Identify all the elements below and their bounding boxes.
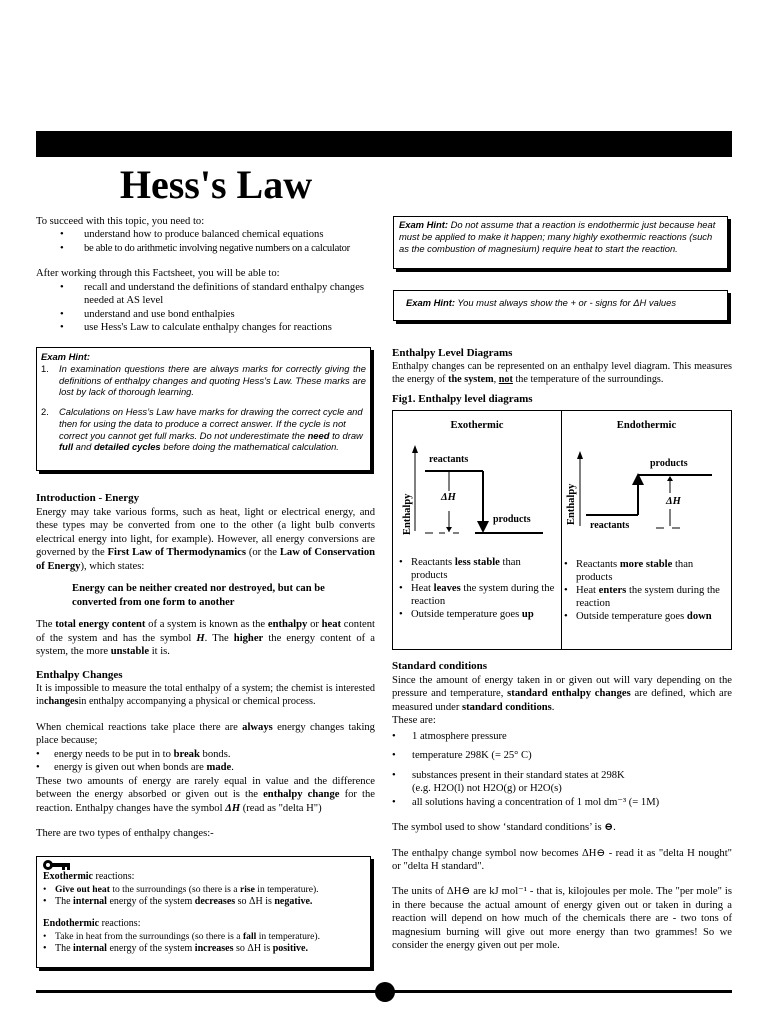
text: energy needs to be put in to <box>54 748 171 760</box>
list-item <box>399 557 555 583</box>
standard-section <box>392 660 732 953</box>
text: it is. <box>151 646 170 658</box>
emphasis: rise <box>239 883 255 895</box>
list-item <box>43 884 366 896</box>
list-item: • recall and understand the definitions of standard enthalpy changes needed at AS level <box>60 281 381 308</box>
text: Heat <box>576 584 596 596</box>
text: Outside temperature goes <box>576 610 685 622</box>
changes-paragraph-2 <box>36 721 375 748</box>
emphasis: standard enthalpy changes <box>507 688 631 700</box>
emphasis: internal <box>73 942 107 954</box>
need-list <box>60 228 381 255</box>
text: energy changes taking place because; <box>36 721 375 747</box>
text: Take in heat from the surroundings (so there is a <box>55 930 241 942</box>
emphasis: heat <box>321 619 342 631</box>
text: energy of the system <box>109 942 193 954</box>
list-item: • temperature 298K (= 25° C) <box>392 749 732 762</box>
hint-number: 1. <box>41 362 49 374</box>
change-paragraph: The enthalpy change symbol now becomes ΔH⊖ - read it as "delta H nought" or "delta H standard". <box>392 847 732 872</box>
figure-caption: Fig1. Enthalpy level diagrams <box>392 392 533 405</box>
exo-bottom-label: products <box>493 514 531 525</box>
list-item: • 1 atmosphere pressure <box>392 730 732 743</box>
standard-paragraph <box>392 674 732 714</box>
text: in enthalpy accompanying a physical or chemical process. <box>78 695 316 707</box>
these-are: These are: <box>392 715 436 727</box>
list-item: • use Hess's Law to calculate enthalpy changes for reactions <box>60 321 381 334</box>
text: The <box>36 619 53 631</box>
text: ), which states: <box>80 560 145 572</box>
text: The symbol used to show ‘standard conditions’ is <box>392 822 602 834</box>
list-item <box>564 585 727 611</box>
hint-item-2 <box>41 406 366 453</box>
endo-top-label: products <box>650 458 688 469</box>
level-section <box>392 347 732 407</box>
symbol-paragraph <box>392 821 732 834</box>
list-item <box>564 611 727 624</box>
page-title: Hess's Law <box>119 162 313 207</box>
emphasis: up <box>521 608 534 620</box>
changes-paragraph <box>36 683 375 709</box>
emphasis: always <box>242 721 273 733</box>
list-item <box>564 559 727 585</box>
emphasis: increases <box>194 942 234 954</box>
text: to the surroundings (so there is a <box>112 883 238 895</box>
exo-title: Exothermic <box>450 420 504 431</box>
endo-title: Endothermic <box>616 420 677 431</box>
text: so ΔH is <box>236 942 271 954</box>
text: are defined, which are measured under <box>392 688 732 713</box>
emphasis: higher <box>233 632 264 644</box>
exam-hint-right-2 <box>393 290 728 321</box>
emphasis: enthalpy change <box>263 789 340 801</box>
law-statement: Energy can be neither created nor destroyed, but can be converted from one form to another <box>72 583 325 608</box>
text: energy of the system <box>109 896 193 908</box>
text: the temperature of the surroundings. <box>515 373 664 385</box>
hint-emphasis: full <box>59 441 74 453</box>
exo-dh-label: ΔH <box>441 492 456 503</box>
text: Reactants <box>576 559 618 570</box>
hint-text-part: to draw <box>332 429 363 441</box>
hint-text: In examination questions there are always marks for correctly giving the definitions of enthalpy changes and quoting Hess’s Law. These marks are lost by lack of thorough learning. <box>59 362 366 398</box>
emphasis: down <box>686 610 712 622</box>
endo-axis-label: Enthalpy <box>566 483 577 525</box>
text: than products <box>411 557 521 581</box>
text: Enthalpy changes can be represented on an enthalpy level diagram. This measures the energy of <box>392 360 732 385</box>
list-item-example: (e.g. H2O(l) not H2O(g) or H2O(s) <box>412 783 562 795</box>
symbol-H: H <box>196 632 205 644</box>
emphasis: leaves <box>433 582 461 594</box>
emphasis: less stable <box>454 557 500 568</box>
able-list <box>60 281 381 335</box>
exam-hint-label: Exam Hint: <box>406 297 455 308</box>
emphasis: total energy content <box>55 619 146 631</box>
list-item <box>36 761 375 774</box>
energy-section <box>36 492 375 659</box>
endo-dh-arrow-icon <box>667 476 673 481</box>
units-paragraph: The units of ΔH⊖ are kJ mol⁻¹ - that is, kilojoules per mole. The "per mole" is in there because the actual amount of energy given out or taken in during a reaction will depend on how much of the chemicals there are - two tons of magnesium burning will give out more energy than two grammes! So we consider the energy given out per mole. <box>392 886 732 952</box>
emphasis: internal <box>73 896 107 908</box>
endo-title <box>43 918 366 931</box>
emphasis: enters <box>598 584 627 596</box>
emphasis: made <box>206 762 232 774</box>
text: . <box>551 701 555 713</box>
list-item <box>43 931 366 943</box>
text: Since the amount of energy taken in or given out will vary depending on the pressure and temperature, <box>392 674 732 700</box>
exam-hint-right-1 <box>393 216 728 269</box>
emphasis: Exothermic <box>43 871 93 882</box>
key-icon <box>42 858 72 872</box>
emphasis: negative. <box>274 896 313 908</box>
text: content of the system and has the symbol <box>36 619 375 644</box>
list-item <box>399 609 555 622</box>
exo-top-label: reactants <box>429 454 469 465</box>
exo-title <box>43 871 366 884</box>
emphasis: more stable <box>619 559 673 570</box>
text: , <box>493 373 497 385</box>
list-item: • understand how to produce balanced chemical equations <box>60 228 381 241</box>
bond-list <box>36 748 375 775</box>
text: the energy content of a system, the more <box>36 632 375 658</box>
text: These two amounts of energy are rarely equal in value and the difference between the energy absorbed or given out is the <box>36 775 375 801</box>
emphasis: changes <box>43 695 79 707</box>
list-item: • understand and use bond enthalpies <box>60 308 381 321</box>
text: energy is given out when bonds are <box>54 762 204 774</box>
emphasis: Give out heat <box>55 883 110 895</box>
emphasis: not <box>498 373 513 385</box>
endo-axis-arrow-icon <box>577 451 583 459</box>
emphasis: Law of Conservation of Energy <box>36 547 376 572</box>
section-heading: Enthalpy Changes <box>36 669 123 681</box>
exam-hint-label: Exam Hint: <box>399 219 448 230</box>
endo-level-graphic <box>562 411 731 551</box>
hint-text-part: before doing the mathematical calculation. <box>163 441 339 453</box>
changes-section <box>36 669 375 841</box>
text: . The <box>204 632 229 644</box>
hint-item-1 <box>41 363 366 398</box>
emphasis: standard conditions <box>462 701 552 713</box>
text: the system during the reaction <box>411 582 555 607</box>
exo-dh-arrow-icon <box>446 527 452 532</box>
emphasis: Endothermic <box>43 917 100 929</box>
section-heading: Enthalpy Level Diagrams <box>392 347 513 359</box>
emphasis: the system <box>448 373 494 385</box>
text: (read as "delta H") <box>242 802 322 814</box>
list-item <box>36 748 375 761</box>
symbol-delta-h: ΔH <box>225 802 241 814</box>
footer-dot <box>375 982 395 1002</box>
hint-emphasis: detailed cycles <box>93 441 161 453</box>
hint-text <box>59 406 366 453</box>
energy-paragraph-2 <box>36 618 375 658</box>
text: . <box>231 762 234 774</box>
intro-section <box>36 215 381 335</box>
changes-paragraph-3 <box>36 775 375 815</box>
text: The <box>55 896 71 908</box>
exam-hint-left-box <box>36 347 371 471</box>
exo-drop-arrow-icon <box>477 521 489 533</box>
intro-need-lead: To succeed with this topic, you need to: <box>36 216 205 227</box>
hint-text: You must always show the + or - signs for ΔH values <box>457 297 677 308</box>
text: reactions: <box>101 917 141 929</box>
hint-text-part: Calculations on Hess’s Law have marks for drawing the correct cycle and then for using the data to produce a correct answer. If the cycle is not correct you cannot get full marks. Do not underestimate the <box>59 406 363 441</box>
list-item <box>43 896 366 909</box>
standard-symbol: ⊖ <box>604 822 614 834</box>
text: reactions: <box>95 871 135 882</box>
text: (or the <box>248 547 277 559</box>
text: in temperature). <box>258 930 320 942</box>
list-item <box>43 943 366 956</box>
intro-able-lead: After working through this Factsheet, you will be able to: <box>36 268 280 280</box>
emphasis: First Law of Thermodynamics <box>107 547 246 559</box>
list-item: • be able to do arithmetic involving negative numbers on a calculator <box>60 242 381 255</box>
list-item: • all solutions having a concentration of 1 mol dm⁻³ (= 1M) <box>392 796 732 809</box>
endo-dh-label: ΔH <box>666 496 681 507</box>
emphasis: fall <box>242 930 257 942</box>
text: It is impossible to measure the total enthalpy of a system; the chemist is interested in <box>36 682 375 707</box>
list-item <box>399 583 555 609</box>
emphasis: unstable <box>110 646 150 658</box>
text: of a system is known as the <box>148 619 266 631</box>
section-heading: Standard conditions <box>392 660 488 672</box>
text: When chemical reactions take place there are <box>36 721 238 733</box>
header-bar <box>36 131 732 157</box>
text: Outside temperature goes <box>411 608 520 620</box>
section-heading: Introduction - Energy <box>36 492 140 504</box>
text: Heat <box>411 582 431 594</box>
endo-bottom-label: reactants <box>590 520 630 531</box>
emphasis: decreases <box>194 896 236 908</box>
text: bonds. <box>202 748 231 760</box>
emphasis: break <box>173 748 200 760</box>
exo-level-graphic <box>393 411 561 551</box>
text: . <box>613 822 616 834</box>
exo-axis-arrow-icon <box>412 445 418 453</box>
changes-paragraph-4: There are two types of enthalpy changes:- <box>36 828 214 840</box>
hint-text: Do not assume that a reaction is endothermic just because heat must be applied to make it happen; many highly exothermic reactions (such as the combustion of magnesium) require heat to start the reaction. <box>399 219 716 254</box>
enthalpy-diagram <box>392 410 732 650</box>
exo-notes <box>399 557 555 622</box>
hint-text-part: and <box>75 441 92 453</box>
level-paragraph <box>392 361 732 387</box>
text: so ΔH is <box>237 896 272 908</box>
text: in temperature). <box>257 883 319 895</box>
hint-emphasis: need <box>307 429 330 441</box>
emphasis: positive. <box>272 942 308 954</box>
hint-number: 2. <box>41 406 49 417</box>
text: The <box>55 942 71 954</box>
energy-paragraph <box>36 506 375 573</box>
text: or <box>310 619 319 631</box>
exam-hint-label: Exam Hint: <box>41 351 90 362</box>
text: Energy may take various forms, such as heat, light or electrical energy, and these types may be converted from one to the other (a light bulb converts electrical energy into light, for example). However, all energy conversions are governed by the <box>36 506 375 559</box>
text: than products <box>576 559 694 583</box>
reaction-types-box <box>36 856 371 968</box>
endo-notes <box>564 559 727 624</box>
exo-axis-label: Enthalpy <box>402 493 413 535</box>
text: the system during the reaction <box>576 584 720 609</box>
text: for the reaction. Enthalpy changes have the symbol <box>36 789 375 814</box>
emphasis: enthalpy <box>267 619 308 631</box>
text: Reactants <box>411 557 453 568</box>
conditions-list <box>392 730 732 809</box>
list-item: • substances present in their standard states at 298K <box>392 769 732 782</box>
